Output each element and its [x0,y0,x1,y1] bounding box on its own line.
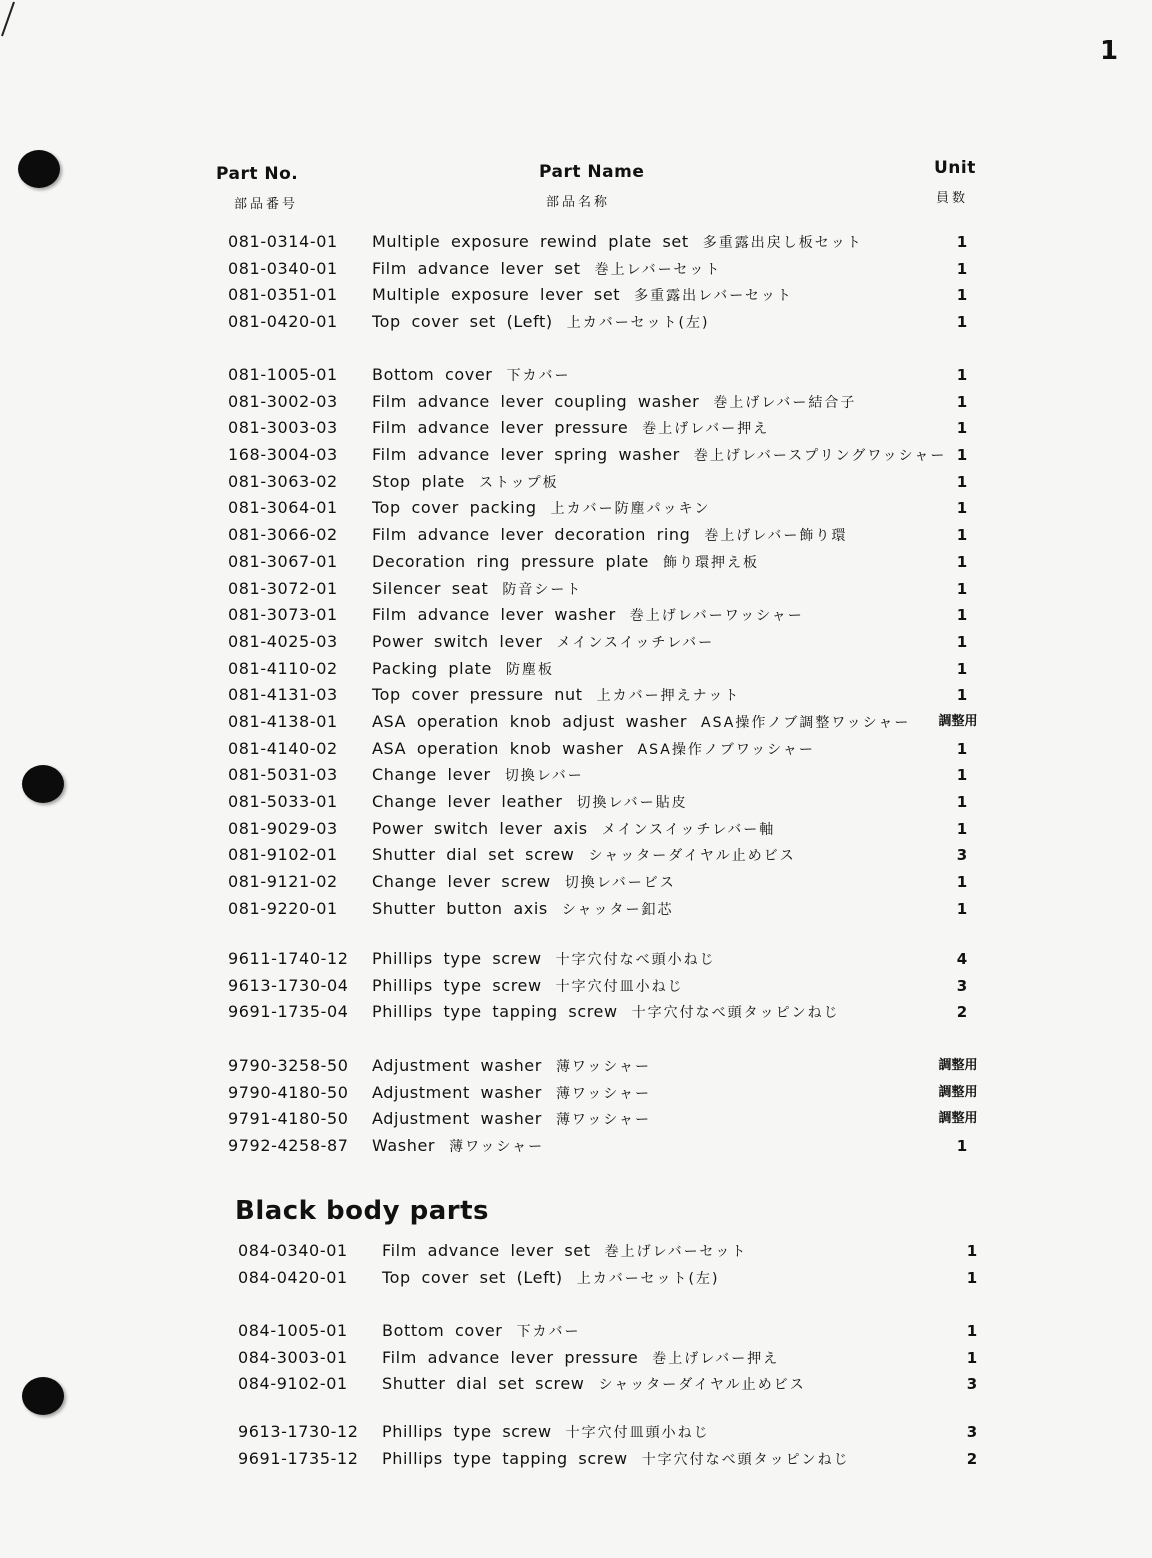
unit-count: 1 [956,526,968,545]
part-name-cell [372,1106,651,1134]
part-name: Adjustment washer [372,1082,542,1102]
unit-count: 1 [956,233,968,251]
unit-count: 1 [966,1322,978,1340]
unit-count: 調整用 [938,1084,978,1100]
unit-count: 1 [956,472,968,491]
part-number: 081-4131-03 [228,685,338,705]
part-name-jp: 巻上げレバーワッシャー [629,608,804,625]
part-name-jp: 巻上げレバー飾り環 [704,528,848,545]
part-name-jp: 巻上レバーセット [594,261,722,278]
part-name-jp: 上カバーセット(左) [576,1270,720,1287]
part-number: 081-3073-01 [228,605,338,625]
part-name: Bottom cover [372,365,493,384]
part-name-cell [372,816,775,844]
part-name: Decoration ring pressure plate [372,551,649,571]
header-part-name: Part Name [539,162,645,182]
part-name-jp: 十字穴付なべ頭タッピンねじ [631,1005,840,1022]
part-name-jp: メインスイッチレバー軸 [601,821,776,838]
part-name-cell [372,576,582,604]
part-number: 084-0340-01 [238,1241,348,1260]
unit-count: 2 [956,1003,968,1022]
part-name: Film advance lever decoration ring [372,525,691,545]
part-name-jp: 十字穴付皿頭小ねじ [565,1425,710,1441]
part-name: Adjustment washer [372,1056,542,1075]
unit-count: 1 [966,1348,978,1367]
part-name: Multiple exposure rewind plate set [372,232,689,251]
part-name-cell [372,762,584,790]
part-name-jp: 薄ワッシャー [555,1085,651,1102]
part-name: Phillips type screw [372,949,542,968]
part-name-jp: メインスイッチレバー [556,634,715,651]
part-name: Change lever screw [372,872,551,892]
part-name-jp: 飾り環押え板 [663,554,759,571]
part-name-cell [372,309,709,337]
part-number: 9691-1735-04 [228,1002,349,1022]
part-name-jp: 切換レバー [504,768,584,785]
unit-count: 1 [956,606,968,625]
part-name-cell [372,789,688,817]
part-name-jp: 薄ワッシャー [449,1139,545,1156]
part-number: 081-4138-01 [228,711,338,731]
part-name: ASA operation knob adjust washer [372,711,688,731]
part-name: Multiple exposure lever set [372,285,621,305]
part-number: 084-1005-01 [238,1321,348,1340]
unit-count: 1 [956,579,968,598]
unit-count: 1 [956,659,968,678]
part-name: Power switch lever [372,631,543,651]
unit-count: 1 [956,686,968,705]
part-name-cell [372,442,946,470]
part-name: Top cover set (Left) [382,1267,563,1287]
part-name: Stop plate [372,471,465,491]
part-name-cell [382,1419,710,1447]
part-number: 081-9029-03 [228,818,338,838]
header-part-no: Part No. [216,164,299,184]
part-name-cell [372,495,711,523]
unit-count: 1 [956,899,968,918]
part-number: 084-9102-01 [238,1374,348,1394]
part-name-cell [382,1371,806,1399]
unit-count: 1 [956,419,968,438]
part-number: 081-1005-01 [228,365,338,384]
part-name: Bottom cover [382,1321,503,1340]
part-name-cell [372,415,769,443]
part-name-cell [372,1053,651,1081]
part-number: 9790-4180-50 [228,1082,349,1102]
unit-count: 4 [956,950,968,968]
part-name-jp: 十字穴付なべ頭タッピンねじ [641,1451,850,1468]
part-name-jp: 上カバー防塵パッキン [550,501,711,518]
part-name-jp: ASA操作ノブ調整ワッシャー [701,714,911,731]
part-name: Phillips type screw [382,1422,552,1441]
part-name-cell [372,999,840,1027]
punch-hole [22,765,64,803]
part-name: Film advance lever pressure [372,418,629,438]
part-name: Adjustment washer [372,1109,542,1129]
part-name: Film advance lever set [372,258,581,278]
part-name: Film advance lever spring washer [372,445,680,465]
part-name-cell [372,522,847,550]
part-name-cell [372,1080,651,1108]
part-name-jp: シャッターダイヤル止めビス [588,848,796,865]
part-number: 081-0314-01 [228,232,338,251]
part-number: 081-5033-01 [228,792,338,811]
unit-count: 1 [956,793,968,811]
part-number: 168-3004-03 [228,445,338,465]
part-name-jp: 防塵板 [505,661,554,678]
part-name-jp: 下カバー [506,368,571,384]
part-name-cell [372,282,793,310]
part-number: 081-0351-01 [228,285,338,305]
part-number: 9691-1735-12 [238,1448,359,1468]
unit-count: 調整用 [938,713,978,729]
part-name-jp: 十字穴付なべ頭小ねじ [555,952,716,968]
unit-count: 1 [956,499,968,518]
punch-hole [18,150,60,188]
part-name-cell [372,229,863,257]
header-unit: Unit [934,158,976,178]
part-name: Power switch lever axis [372,818,588,838]
part-name-jp: 巻上げレバー結合子 [713,394,857,411]
part-name: Film advance lever pressure [382,1347,639,1367]
section-title-black-body-parts: Black body parts [235,1196,489,1226]
part-name-cell [372,709,910,737]
part-name: Phillips type tapping screw [382,1448,628,1468]
part-name: Top cover set (Left) [372,312,553,332]
part-number: 081-9220-01 [228,898,338,918]
unit-count: 1 [956,739,968,758]
unit-count: 1 [966,1268,978,1287]
part-number: 081-4110-02 [228,658,338,678]
part-name: Top cover packing [372,498,537,518]
header-unit-jp: 員数 [936,191,969,206]
part-name-cell [372,946,716,974]
part-name-jp: 多重露出レバーセット [634,288,793,305]
part-name-jp: 巻上げレバー押え [652,1350,780,1367]
unit-count: 3 [966,1375,978,1394]
part-number: 9791-4180-50 [228,1109,349,1129]
part-name-cell [372,656,554,684]
part-number: 081-3066-02 [228,525,338,545]
part-name-jp: 巻上げレバー押え [642,421,770,438]
part-name-jp: ストップ板 [478,474,559,491]
page-number: 1 [1100,36,1119,66]
part-number: 081-9121-02 [228,872,338,892]
part-name-cell [372,469,559,497]
part-name-cell [372,389,856,417]
part-name-jp: 防音シート [502,581,583,598]
unit-count: 調整用 [938,1058,978,1073]
part-name-jp: 切換レバー貼皮 [576,795,688,811]
punch-hole [22,1377,64,1415]
part-name-cell [382,1238,747,1266]
unit-count: 1 [956,819,968,838]
corner-scratch [0,0,40,40]
unit-count: 1 [956,259,968,278]
part-name-jp: シャッター釦芯 [561,901,674,918]
part-name: Change lever leather [372,792,563,811]
part-name: Film advance lever coupling washer [372,391,700,411]
part-number: 081-3002-03 [228,391,338,411]
part-number: 081-3064-01 [228,498,338,518]
part-name-jp: 下カバー [516,1324,581,1340]
unit-count: 1 [956,313,968,332]
part-number: 9790-3258-50 [228,1056,349,1075]
header-part-no-jp: 部品番号 [234,197,299,212]
part-name: Packing plate [372,658,492,678]
part-name: Film advance lever set [382,1241,591,1260]
header-part-name-jp: 部品名称 [546,195,611,210]
part-name: Phillips type tapping screw [372,1002,618,1022]
part-number: 084-0420-01 [238,1267,348,1287]
unit-count: 1 [956,1137,968,1156]
part-name: ASA operation knob washer [372,738,624,758]
part-name: Silencer seat [372,578,489,598]
part-name-cell [372,896,674,924]
part-number: 9611-1740-12 [228,949,349,968]
part-number: 081-0340-01 [228,258,338,278]
part-name-jp: 薄ワッシャー [555,1059,651,1075]
part-name-jp: 上カバー押えナット [596,688,741,705]
part-number: 081-3072-01 [228,578,338,598]
part-name-cell [372,869,676,897]
unit-count: 2 [966,1449,978,1468]
part-name: Shutter dial set screw [382,1374,585,1394]
part-name-cell [382,1265,719,1293]
part-name-cell [382,1318,580,1346]
part-name-cell [372,629,714,657]
unit-count: 1 [956,632,968,651]
part-number: 081-4025-03 [228,631,338,651]
part-number: 9613-1730-12 [238,1422,359,1441]
part-name-cell [382,1345,779,1373]
unit-count: 1 [956,873,968,892]
part-name: Change lever [372,765,491,785]
part-name-jp: シャッターダイヤル止めビス [598,1377,806,1394]
part-number: 9792-4258-87 [228,1136,349,1156]
part-name-cell [372,842,796,870]
unit-count: 1 [956,446,968,465]
part-name-cell [372,362,570,390]
unit-count: 3 [966,1423,978,1441]
part-number: 081-9102-01 [228,845,338,865]
part-name-jp: 薄ワッシャー [555,1112,651,1129]
part-name: Shutter button axis [372,898,548,918]
part-name-jp: 上カバーセット(左) [566,315,710,332]
part-name-jp: ASA操作ノブワッシャー [637,741,815,758]
part-name-cell [372,256,721,284]
part-number: 081-3063-02 [228,471,338,491]
part-name-cell [382,1446,850,1474]
part-name: Washer [372,1136,436,1156]
part-name-cell [372,736,815,764]
part-name-jp: 多重露出戻し板セット [702,235,863,251]
part-name-jp: 巻上げレバースプリングワッシャー [693,448,947,465]
unit-count: 1 [956,286,968,305]
unit-count: 1 [956,366,968,384]
part-number: 9613-1730-04 [228,975,349,995]
unit-count: 3 [956,846,968,865]
part-name: Shutter dial set screw [372,845,575,865]
part-name-jp: 切換レバービス [564,875,676,892]
part-name-cell [372,973,684,1001]
part-number: 081-0420-01 [228,312,338,332]
part-name-cell [372,1133,544,1161]
unit-count: 1 [966,1242,978,1260]
unit-count: 3 [956,976,968,995]
unit-count: 1 [956,766,968,785]
part-number: 081-3003-03 [228,418,338,438]
part-number: 081-3067-01 [228,551,338,571]
part-number: 081-5031-03 [228,765,338,785]
part-name-jp: 巻上げレバーセット [604,1244,748,1260]
part-name-cell [372,682,740,710]
unit-count: 1 [956,552,968,571]
unit-count: 調整用 [938,1111,978,1127]
part-name: Film advance lever washer [372,605,616,625]
unit-count: 1 [956,392,968,411]
part-number: 081-4140-02 [228,738,338,758]
part-name-cell [372,602,804,630]
part-name-jp: 十字穴付皿小ねじ [555,978,684,995]
part-name: Phillips type screw [372,975,542,995]
part-name-cell [372,549,759,577]
part-number: 084-3003-01 [238,1347,348,1367]
part-name: Top cover pressure nut [372,685,583,705]
